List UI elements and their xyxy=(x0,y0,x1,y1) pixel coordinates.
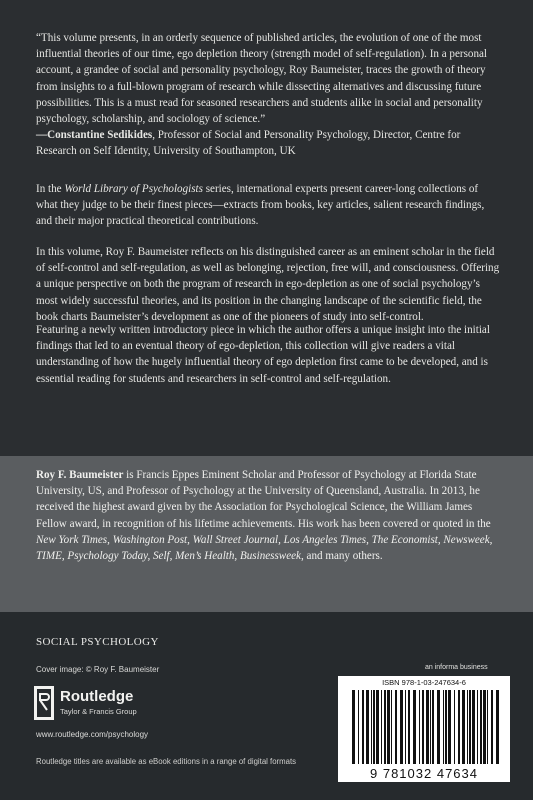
barcode-bar xyxy=(462,690,465,764)
para1-before: In the xyxy=(36,183,65,195)
cover-credit: Cover image: © Roy F. Baumeister xyxy=(36,665,160,674)
barcode-bar xyxy=(443,690,444,764)
barcode-bar xyxy=(430,690,431,764)
bio-text: is Francis Eppes Eminent Scholar and Professor of Psychology at Florida State University, US, and Professor of Psychology at the University of Queensland, Australia. In 2013, he received the highest award given by the Association for Psychological Science, the William James Fellow award, in recognition of his lifetime achievements. His work has been covered or quoted in the xyxy=(36,469,491,530)
barcode-bar xyxy=(413,690,416,764)
barcode-bar xyxy=(419,690,420,764)
barcode-bar xyxy=(352,690,355,764)
series-label: SOCIAL PSYCHOLOGY xyxy=(36,636,159,648)
barcode-bar xyxy=(381,690,382,764)
barcode-bar xyxy=(437,690,440,764)
barcode-bar xyxy=(422,690,424,764)
barcode-bar xyxy=(376,690,379,764)
author-name: Roy F. Baumeister xyxy=(36,469,124,481)
barcode-bar xyxy=(487,690,488,764)
barcode-bar xyxy=(454,690,455,764)
author-bio xyxy=(36,467,500,564)
barcode-bar xyxy=(384,690,386,764)
publisher-url: www.routledge.com/psychology xyxy=(36,730,149,739)
para1-after: series, international experts present career-long collections of what they judge to be their finest pieces—extracts from books, key articles, salient research findings, and their major practical theoretical contributions. xyxy=(36,183,485,228)
barcode-bar xyxy=(445,690,447,764)
barcode-bar xyxy=(448,690,451,764)
barcode-bar xyxy=(400,690,403,764)
barcode-bar xyxy=(467,690,468,764)
isbn-barcode xyxy=(338,676,510,782)
barcode-bar xyxy=(477,690,478,764)
quote-author: —Constantine Sedikides xyxy=(36,129,153,142)
bio-outlets: New York Times, Washington Post, Wall Street Journal, Los Angeles Times, The Economist, Newsweek, TIME, Psychology Today, Self, Men’s Health, Businessweek xyxy=(36,533,493,563)
barcode-bar xyxy=(483,690,486,764)
barcode-bar xyxy=(362,690,364,764)
bio-end: , and many others. xyxy=(300,550,383,563)
isbn-text: ISBN 978-1-03-247634-6 xyxy=(382,678,466,687)
barcode-bar xyxy=(371,690,372,764)
barcode-bar xyxy=(469,690,471,764)
barcode-bar xyxy=(432,690,434,764)
barcode-bar xyxy=(358,690,359,764)
barcode-bar xyxy=(387,690,390,764)
informa-label: an informa business xyxy=(425,664,488,671)
barcode-bar xyxy=(408,690,410,764)
barcode-bar xyxy=(426,690,429,764)
quote-affiliation: , Professor of Social and Personality Psychology, Director, Centre for Research on Self Identity, University of Southampton, UK xyxy=(36,129,461,158)
series-title: World Library of Psychologists xyxy=(64,183,203,195)
barcode-bar xyxy=(458,690,460,764)
barcode-bar xyxy=(472,690,475,764)
barcode-bar xyxy=(373,690,375,764)
barcode-digits: 9 781032 47634 xyxy=(370,766,478,781)
collection-description xyxy=(36,322,500,387)
barcode-bar xyxy=(480,690,482,764)
barcode-bar xyxy=(366,690,369,764)
routledge-logo-icon xyxy=(34,686,54,720)
para3-text: Featuring a newly written introductory piece in which the author offers a unique insight into the initial findings that led to an eventual theory of ego-depletion, this collection will give readers a vital understanding of how the hugely influential theory of ego depletion first came to be developed, and is essential reading for students and researchers in self-control and self-regulation. xyxy=(36,324,490,385)
quote-text: “This volume presents, in an orderly sequence of published articles, the evolution of one of the most influential theories of our time, ego depletion theory (strength model of self-regulation). In a personal account, a grandee of social and personality psychology, Roy Baumeister, traces the growth of theory from insights to a full-blown program of research while dissecting alternatives and discussing future possibilities. This is a must read for seasoned researchers and students alike in social and personality psychology, scholarship, and sociology of science.” xyxy=(36,32,488,126)
para2-text: In this volume, Roy F. Baumeister reflects on his distinguished career as an eminent scholar in the field of self-control and self-regulation, as well as belonging, rejection, free will, and consciousness. Offering a unique perspective on both the program of research in ego-depletion as one of social psychology’s most widely successful theories, and its position in the changing landscape of the scientific field, the book charts Baumeister’s development as one of the pioneers of study into self-control. xyxy=(36,246,500,323)
endorsement-quote xyxy=(36,30,500,160)
barcode-bar xyxy=(405,690,406,764)
barcode-bar xyxy=(491,690,493,764)
barcode-bar xyxy=(496,690,499,764)
barcode-bar xyxy=(391,690,392,764)
ebook-note: Routledge titles are available as eBook editions in a range of digital formats xyxy=(36,757,297,766)
publisher-name: Routledge xyxy=(60,688,134,705)
volume-description xyxy=(36,244,500,325)
publisher-group: Taylor & Francis Group xyxy=(60,707,137,716)
series-description xyxy=(36,181,500,230)
barcode-bar xyxy=(395,690,397,764)
